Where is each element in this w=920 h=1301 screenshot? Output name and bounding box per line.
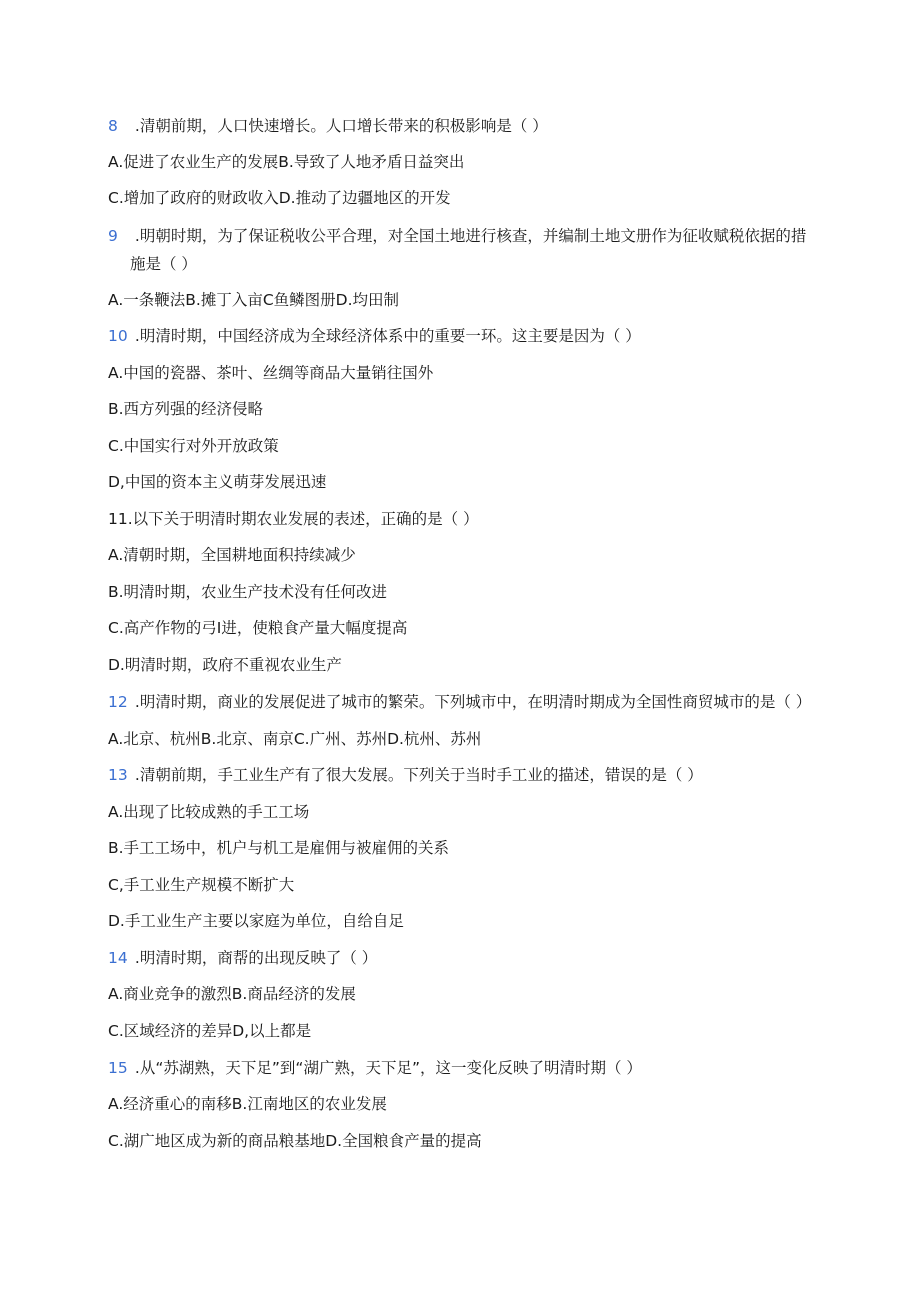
question-11-option-c: C.高产作物的弓I进，使粮食产量大幅度提高 — [108, 619, 408, 637]
question-number: 12 — [108, 693, 128, 711]
question-8-option-ab: A.促进了农业生产的发展B.导致了人地矛盾日益突出 — [108, 153, 465, 171]
question-text: .清朝前期，手工业生产有了很大发展。下列关于当时手工业的描述，错误的是（ ） — [130, 766, 703, 784]
question-8-stem — [108, 116, 808, 136]
question-8-option-cd: C.增加了政府的财政收入D.推动了边疆地区的开发 — [108, 189, 451, 207]
question-10-stem — [108, 326, 808, 346]
question-number: 14 — [108, 949, 128, 967]
question-15-option-ab: A.经济重心的南移B.江南地区的农业发展 — [108, 1095, 387, 1113]
question-9-options: A.一条鞭法B.摊丁入亩C鱼鳞图册D.均田制 — [108, 291, 400, 309]
question-11-option-a: A.清朝时期，全国耕地面积持续减少 — [108, 546, 356, 564]
question-10-option-d: D,中国的资本主义萌芽发展迅速 — [108, 473, 327, 491]
question-11-stem: 11.以下关于明清时期农业发展的表述，正确的是（ ） — [108, 510, 479, 528]
question-number: 15 — [108, 1059, 128, 1077]
question-number: 13 — [108, 766, 128, 784]
question-number: 10 — [108, 327, 128, 345]
question-text: .明清时期，商业的发展促进了城市的繁荣。下列城市中，在明清时期成为全国性商贸城市的是（ ） — [130, 693, 812, 711]
question-12-options: A.北京、杭州B.北京、南京C.广州、苏州D.杭州、苏州 — [108, 730, 482, 748]
question-14-option-ab: A.商业竞争的激烈B.商品经济的发展 — [108, 985, 356, 1003]
question-15-option-cd: C.湖广地区成为新的商品粮基地D.全国粮食产量的提高 — [108, 1132, 482, 1150]
question-13-option-d: D.手工业生产主要以家庭为单位，自给自足 — [108, 912, 404, 930]
question-10-option-a: A.中国的瓷器、茶叶、丝绸等商品大量销往国外 — [108, 364, 434, 382]
question-10-option-c: C.中国实行对外开放政策 — [108, 437, 279, 455]
question-text: .从“苏湖熟，天下足”到“湖广熟，天下足”，这一变化反映了明清时期（ ） — [130, 1059, 642, 1077]
question-15-stem — [108, 1058, 808, 1078]
question-9-stem-continued: 施是（ ） — [130, 255, 197, 273]
question-12-stem — [108, 692, 812, 712]
question-11-option-b: B.明清时期，农业生产技术没有任何改进 — [108, 583, 388, 601]
question-13-stem — [108, 765, 808, 785]
question-14-stem — [108, 948, 808, 968]
question-13-option-c: C,手工业生产规模不断扩大 — [108, 876, 295, 894]
question-text: .明清时期，商帮的出现反映了（ ） — [130, 949, 378, 967]
question-number: 8 — [108, 117, 118, 135]
question-11-option-d: D.明清时期，政府不重视农业生产 — [108, 656, 342, 674]
question-number: 9 — [108, 227, 118, 245]
question-14-option-cd: C.区域经济的差异D,以上都是 — [108, 1022, 312, 1040]
question-9-stem — [108, 226, 808, 246]
question-13-option-b: B.手工工场中，机户与机工是雇佣与被雇佣的关系 — [108, 839, 450, 857]
question-13-option-a: A.出现了比较成熟的手工工场 — [108, 803, 310, 821]
question-text: .明朝时期，为了保证税收公平合理，对全国土地进行核查，并编制土地文册作为征收赋税依据的措 — [130, 227, 807, 245]
question-text: .明清时期，中国经济成为全球经济体系中的重要一环。这主要是因为（ ） — [130, 327, 641, 345]
question-10-option-b: B.西方列强的经济侵略 — [108, 400, 264, 418]
question-text: .清朝前期，人口快速增长。人口增长带来的积极影响是（ ） — [130, 117, 548, 135]
